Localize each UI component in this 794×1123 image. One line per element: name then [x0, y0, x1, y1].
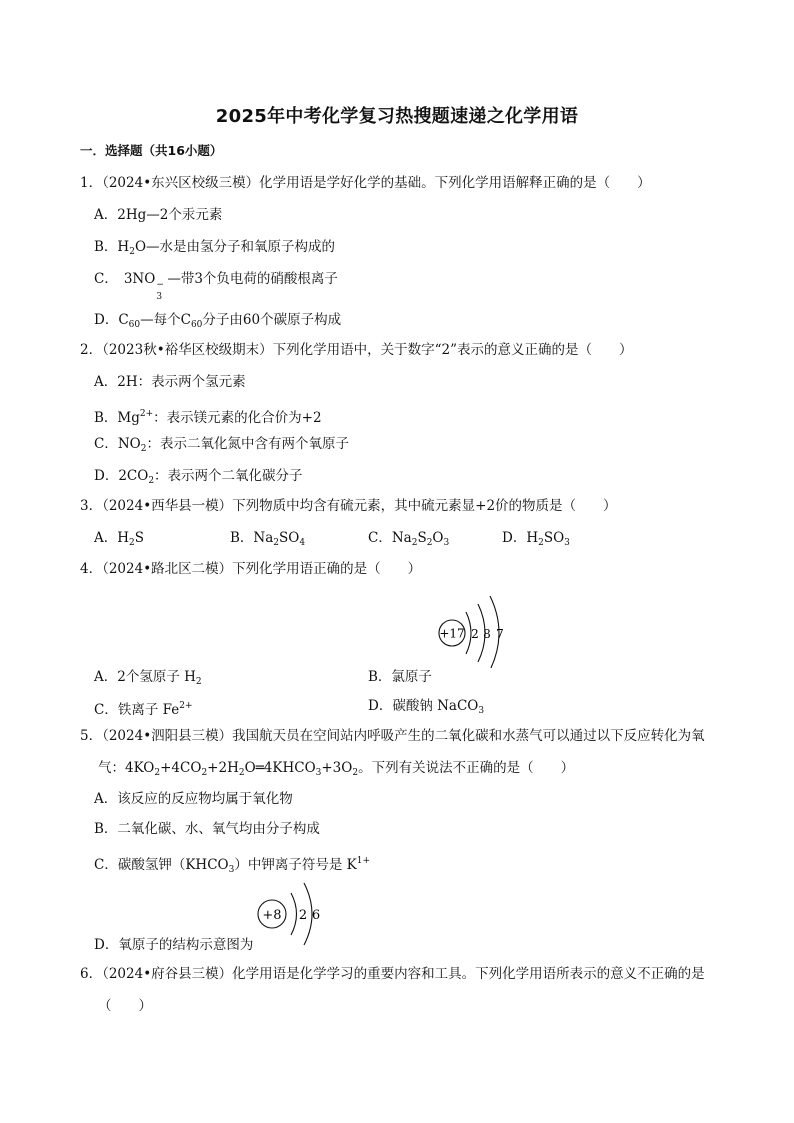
question-5-stem-line-1: 5．（2024•泗阳县三模）我国航天员在空间站内呼吸产生的二氧化碳和水蒸气可以通过以下反应转化为氧 [80, 728, 705, 744]
question-1-option-a: A．2Hg—2个汞元素 [94, 207, 223, 223]
question-5-option-d: D．氧原子的结构示意图为 [94, 937, 254, 953]
question-2-option-a: A．2H：表示两个氢元素 [94, 374, 246, 390]
nucleus-charge: +17 [439, 626, 465, 641]
question-4-option-b: B．氯原子 [368, 669, 432, 685]
shell-electrons-3: 7 [496, 627, 504, 641]
oxygen-atom-structure-diagram [254, 876, 334, 956]
question-2-option-d: D．$2CO_2$：表示两个二氧化碳分子 [94, 468, 303, 486]
chlorine-atom-structure-diagram [432, 588, 522, 672]
atom-diagram-svg [432, 588, 522, 668]
atom-diagram-svg [254, 876, 334, 952]
question-5-option-a: A．该反应的反应物均属于氧化物 [94, 791, 293, 807]
question-3-option-b: B．$Na_2SO_4$ [230, 530, 306, 548]
question-3-stem: 3．（2024•西华县一模）下列物质中均含有硫元素，其中硫元素显+2价的物质是（ ） [80, 498, 617, 514]
question-1-option-b: B．$H_2O—$水是由氢分子和氧原子构成的 [94, 239, 336, 257]
page-title: 2025年中考化学复习热搜题速递之化学用语 [215, 106, 579, 127]
shell-electrons-1: 2 [471, 627, 479, 641]
question-4-option-c: C．铁离子 $Fe^{2+}$ [94, 701, 193, 718]
question-2-option-b: B．$Mg^{2+}$：表示镁元素的化合价为+2 [94, 409, 322, 426]
question-1-option-c: C． 3NO − 3 —带3个负电荷的硝酸根离子 [94, 271, 338, 302]
question-3-option-a: A．$H_2S$ [94, 530, 145, 548]
question-3-option-d: D．$H_2SO_3$ [502, 530, 570, 548]
question-3-option-c: C．$Na_2S_2O_3$ [368, 530, 450, 548]
electron-shell-1 [291, 893, 297, 935]
question-2-stem: 2．（2023秋•裕华区校级期末）下列化学用语中，关于数字“2”表示的意义正确的是（ ） [80, 342, 633, 358]
question-4-option-a: A．2个氢原子 $H_2$ [94, 669, 202, 687]
question-5-stem-line-2: 气：$4KO_2+4CO_2+2H_2O═4KHCO_3+3O_2$。下列有关说法不正确的是（ ） [98, 760, 575, 778]
question-2-option-c: C．$NO_2$：表示二氧化氮中含有两个氧原子 [94, 436, 349, 454]
section-heading: 一．选择题（共16小题） [80, 143, 223, 158]
question-4-stem: 4．（2024•路北区二模）下列化学用语正确的是（ ） [80, 561, 422, 577]
shell-electrons-1: 2 [298, 908, 308, 923]
nitrate-ion-formula: 3NO − 3 [123, 271, 164, 302]
question-6-stem-line-1: 6．（2024•府谷县三模）化学用语是化学学习的重要内容和工具。下列化学用语所表示的意义不正确的是 [80, 966, 705, 982]
question-4-option-d: D．碳酸钠 NaCO$_3$ [368, 698, 485, 716]
shell-electrons-2: 6 [311, 908, 321, 923]
question-5-option-c: C．碳酸氢钾$(KHCO_3)$中钾离子符号是 $K^{1+}$ [94, 856, 370, 875]
question-1-option-d: D．$C_{60}—$每个$C_{60}$分子由60个碳原子构成 [94, 312, 342, 330]
question-1-stem: 1．（2024•东兴区校级三模）化学用语是学好化学的基础。下列化学用语解释正确的是（ ） [80, 175, 651, 191]
question-6-stem-line-2: （ ） [98, 998, 152, 1014]
shell-electrons-2: 8 [483, 627, 491, 641]
question-5-option-b: B．二氧化碳、水、氧气均由分子构成 [94, 821, 320, 837]
nucleus-charge: +8 [262, 908, 282, 923]
